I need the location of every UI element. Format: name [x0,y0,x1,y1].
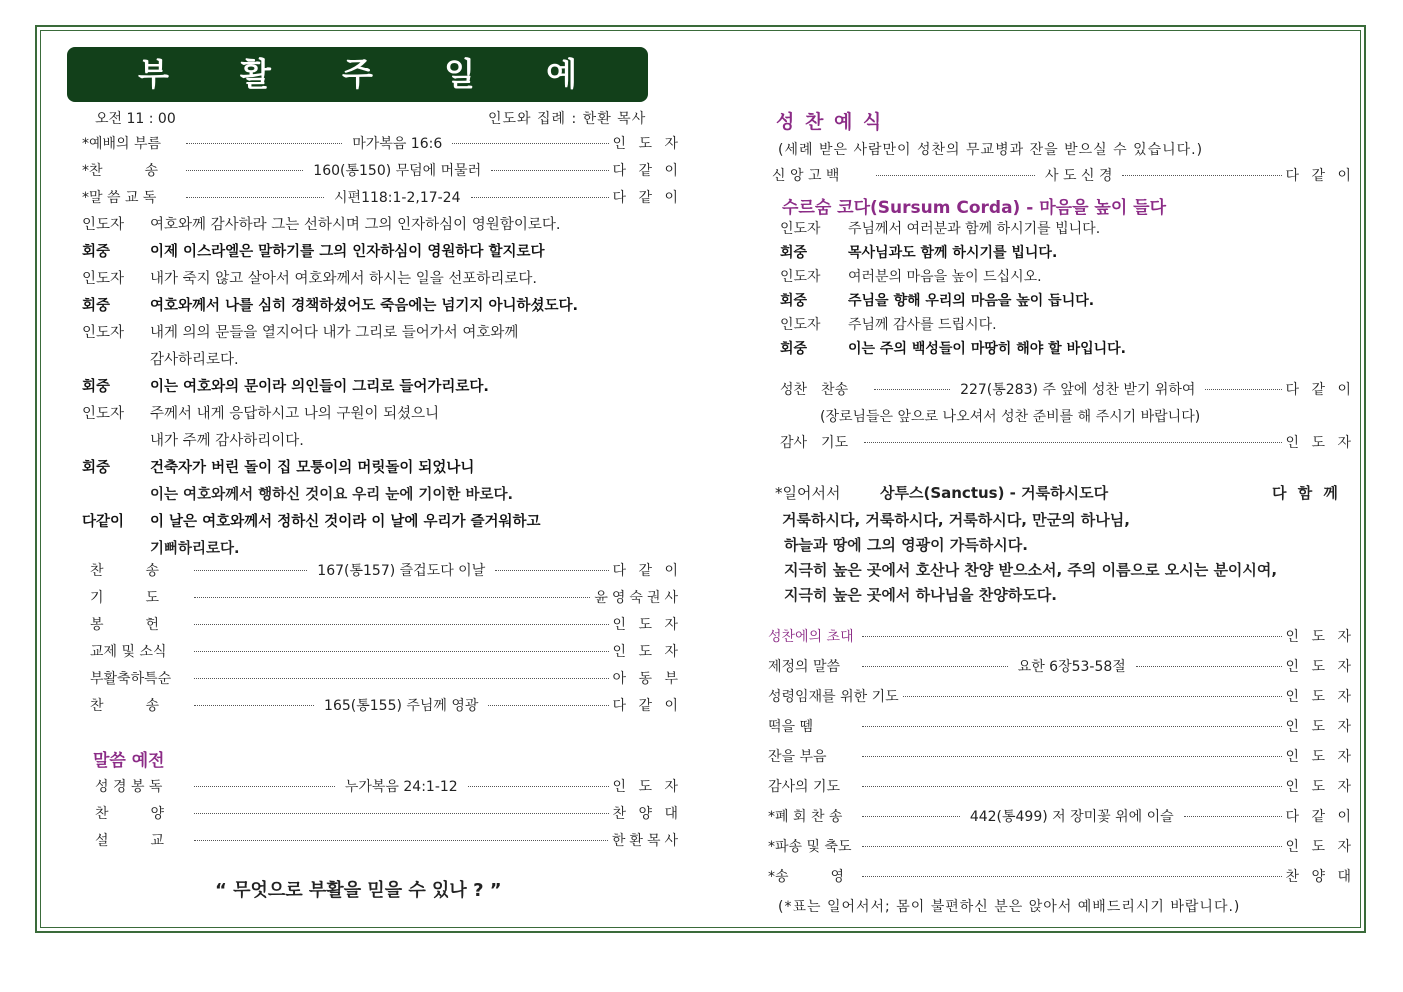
order-row [95,803,682,823]
sursum-corda-heading: 수르숨 코다(Sursum Corda) - 마음을 높이 들다 [782,198,1167,218]
reading-continuation: 감사하리로다. [150,352,239,368]
order-label: 감사의 기도 [768,779,841,795]
leader-dots [1184,816,1282,817]
communion-heading: 성 찬 예 식 [776,111,884,133]
order-label: *폐 회 찬 송 [768,809,843,825]
leader-dots [864,442,1282,443]
service-title-banner: 부 활 주 일 예 배 [67,47,648,102]
responsive-line [82,402,439,423]
order-performer: 인 도 자 [1285,629,1355,645]
leader-dots [452,143,608,144]
reader-role: 인도자 [82,406,125,422]
responsive-line [780,266,1042,286]
reader-role: 인도자 [82,271,125,287]
order-label: 찬 양 [95,806,165,822]
order-row [768,746,1355,766]
reading-text: 건축자가 버린 돌이 집 모퉁이의 머릿돌이 되었나니 [150,460,475,476]
reader-role: 회중 [780,293,808,309]
responsive-line [82,240,544,261]
order-label: *파송 및 축도 [768,839,852,855]
order-detail: 160(통150) 무덤에 머물러 [313,163,482,179]
leader-dots [862,846,1282,847]
responsive-line [780,218,1100,238]
leader-dots [1205,389,1281,390]
order-label: *예배의 부름 [82,136,162,152]
order-label: *송 영 [768,869,845,885]
order-label: 신 앙 고 백 [772,168,840,184]
order-performer: 인 도 자 [612,779,682,795]
leader-dots [194,705,314,706]
order-performer: 인 도 자 [1285,719,1355,735]
leader-dots [194,813,609,814]
order-row [772,165,1355,185]
order-label: 잔을 부음 [768,749,827,765]
order-row [82,160,682,180]
sanctus-title: 상투스(Sanctus) - 거룩하시도다 [880,484,1109,502]
reading-continuation: 내가 주께 감사하리이다. [150,433,304,449]
order-label: 감사 기도 [780,435,849,451]
order-row [768,836,1355,856]
order-performer: 인 도 자 [612,617,682,633]
reader-role: 회중 [780,245,808,261]
responsive-line [82,267,537,288]
reader-role: 회중 [82,298,111,314]
responsive-line [780,242,1057,262]
responsive-line [780,314,997,334]
leader-dots [862,786,1282,787]
sanctus-line: 하늘과 땅에 그의 영광이 가득하시다. [784,536,1028,554]
reader-role: 회중 [82,379,111,395]
order-row [90,668,682,688]
service-leader: 인도와 집례 : 한환 목사 [488,111,647,127]
reader-role: 인도자 [780,317,821,333]
order-label: 떡을 뗌 [768,719,814,735]
reader-role: 회중 [82,244,111,260]
leader-dots [194,597,590,598]
reader-role: 회중 [780,341,808,357]
reading-text: 내가 죽지 않고 살아서 여호와께서 하시는 일을 선포하리로다. [150,271,538,287]
order-detail: 227(통283) 주 앞에 성찬 받기 위하여 [960,382,1196,398]
order-row [768,776,1355,796]
order-detail: 사 도 신 경 [1045,168,1113,184]
reading-text: 이 날은 여호와께서 정하신 것이라 이 날에 우리가 즐거워하고 [150,514,541,530]
sanctus-line: 지극히 높은 곳에서 호산나 찬양 받으소서, 주의 이름으로 오시는 분이시여, [784,561,1278,579]
order-row [90,641,682,661]
order-row [95,776,682,796]
reading-text: 주님께 감사를 드립시다. [848,317,997,333]
footer-note: (*표는 일어서서; 몸이 불편하신 분은 앉아서 예배드리시기 바랍니다.) [778,899,1241,915]
order-detail: 요한 6장53-58절 [1017,659,1126,675]
reading-text: 여러분의 마음을 높이 드십시오. [848,269,1042,285]
reading-text: 주님께서 여러분과 함께 하시기를 빕니다. [848,221,1101,237]
responsive-line [780,290,1094,310]
sanctus-prefix: *일어서서 [775,484,841,502]
order-row [82,187,682,207]
order-row [768,686,1355,706]
leader-dots [874,389,950,390]
reading-text: 이제 이스라엘은 말하기를 그의 인자하심이 영원하다 할지로다 [150,244,545,260]
order-row [82,133,682,153]
reading-text: 여호와께 감사하라 그는 선하시며 그의 인자하심이 영원함이로다. [150,217,561,233]
leader-dots [862,756,1282,757]
order-row [768,806,1355,826]
order-performer: 윤영숙권사 [594,590,682,606]
order-label: 부활축하특순 [90,671,172,687]
responsive-line [82,321,518,342]
order-performer: 다 같 이 [612,563,683,579]
leader-dots [186,197,324,198]
order-row [768,626,1355,646]
reader-role: 인도자 [82,325,125,341]
leader-dots [194,840,608,841]
order-row [780,432,1355,452]
order-performer: 다 같 이 [612,163,683,179]
leader-dots [862,876,1282,877]
order-detail: 마가복음 16:6 [352,136,443,152]
leader-dots [862,636,1282,637]
responsive-line [82,510,541,531]
order-label: 찬 송 [90,563,160,579]
leader-dots [491,170,608,171]
reader-role: 인도자 [780,221,821,237]
order-row [90,695,682,715]
order-performer: 다 같 이 [1285,382,1355,398]
leader-dots [194,570,307,571]
order-row [90,587,682,607]
order-label: 기 도 [90,590,160,606]
order-detail: 시편118:1-2,17-24 [334,190,461,206]
order-performer: 다 같 이 [612,698,682,714]
sermon-title: “ 무엇으로 부활을 믿을 수 있나 ? ” [215,880,502,901]
order-label: 성찬에의 초대 [768,629,854,645]
sanctus-performer: 다 함 께 [1272,484,1341,502]
order-performer: 찬 양 대 [1285,869,1355,885]
responsive-line [82,375,489,396]
order-label: 성 경 봉 독 [95,779,163,795]
order-label: 설 교 [95,833,165,849]
order-label: *찬 송 [82,163,159,179]
order-performer: 인 도 자 [1285,659,1355,675]
reading-text: 주께서 내게 응답하시고 나의 구원이 되셨으니 [150,406,440,422]
order-performer: 한환목사 [611,833,682,849]
service-time: 오전 11 : 00 [95,111,176,127]
elder-note: (장로님들은 앞으로 나오셔서 성찬 준비를 해 주시기 바랍니다) [820,409,1201,425]
leader-dots [862,726,1282,727]
leader-dots [186,170,303,171]
leader-dots [862,666,1008,667]
sanctus-line: 거룩하시다, 거룩하시다, 거룩하시다, 만군의 하나님, [782,511,1130,529]
reading-continuation: 기뻐하리로다. [150,541,240,557]
reading-text: 주님을 향해 우리의 마음을 높이 듭니다. [848,293,1095,309]
leader-dots [194,678,609,679]
reading-text: 목사님과도 함께 하시기를 빕니다. [848,245,1058,261]
order-row [768,716,1355,736]
responsive-line [82,294,578,315]
order-performer: 인 도 자 [1285,689,1355,705]
sanctus-line: 지극히 높은 곳에서 하나님을 찬양하도다. [784,586,1057,604]
order-performer: 아 동 부 [612,671,682,687]
order-detail: 누가복음 24:1-12 [344,779,458,795]
leader-dots [468,786,609,787]
order-detail: 167(통157) 즐겁도다 이날 [317,563,486,579]
order-label: 제정의 말씀 [768,659,841,675]
order-performer: 다 같 이 [1285,809,1355,825]
order-row [780,379,1355,399]
responsive-line [82,213,560,234]
leader-dots [903,696,1282,697]
leader-dots [471,197,609,198]
order-label: 성령임재를 위한 기도 [768,689,899,705]
order-performer: 인 도 자 [612,644,682,660]
leader-dots [862,816,960,817]
reader-role: 인도자 [82,217,125,233]
order-performer: 인 도 자 [612,136,683,152]
responsive-line [82,456,474,477]
reading-continuation: 이는 여호와께서 행하신 것이요 우리 눈에 기이한 바로다. [150,487,514,503]
order-detail: 442(통499) 저 장미꽃 위에 이슬 [969,809,1174,825]
order-label: 봉 헌 [90,617,160,633]
responsive-line [780,338,1126,358]
order-performer: 찬 양 대 [612,806,682,822]
order-row [768,866,1355,886]
order-row [768,656,1355,676]
order-performer: 인 도 자 [1285,749,1355,765]
order-row [95,830,682,850]
order-detail: 165(통155) 주님께 영광 [324,698,479,714]
leader-dots [488,705,608,706]
leader-dots [495,570,608,571]
order-performer: 인 도 자 [1285,839,1355,855]
reading-text: 이는 주의 백성들이 마땅히 해야 할 바입니다. [848,341,1126,357]
communion-note: (세례 받은 사람만이 성찬의 무교병과 잔을 받으실 수 있습니다.) [778,142,1204,158]
order-label: *말 씀 교 독 [82,190,157,206]
leader-dots [1136,666,1282,667]
leader-dots [1122,175,1281,176]
order-row [90,614,682,634]
leader-dots [876,175,1035,176]
reader-role: 회중 [82,460,111,476]
order-label: 교제 및 소식 [90,644,167,660]
order-label: 성찬 찬송 [780,382,849,398]
reading-text: 내게 의의 문들을 열지어다 내가 그리로 들어가서 여호와께 [150,325,519,341]
order-performer: 인 도 자 [1285,435,1355,451]
leader-dots [194,786,335,787]
order-performer: 다 같 이 [1285,168,1355,184]
order-performer: 다 같 이 [612,190,682,206]
reader-role: 다같이 [82,514,125,530]
reader-role: 인도자 [780,269,821,285]
leader-dots [194,651,609,652]
reading-text: 이는 여호와의 문이라 의인들이 그리로 들어가리로다. [150,379,489,395]
order-label: 찬 송 [90,698,160,714]
leader-dots [194,624,609,625]
leader-dots [186,143,342,144]
word-liturgy-heading: 말씀 예전 [93,751,165,771]
order-row [90,560,682,580]
reading-text: 여호와께서 나를 심히 경책하셨어도 죽음에는 넘기지 아니하셨도다. [150,298,578,314]
order-performer: 인 도 자 [1285,779,1355,795]
